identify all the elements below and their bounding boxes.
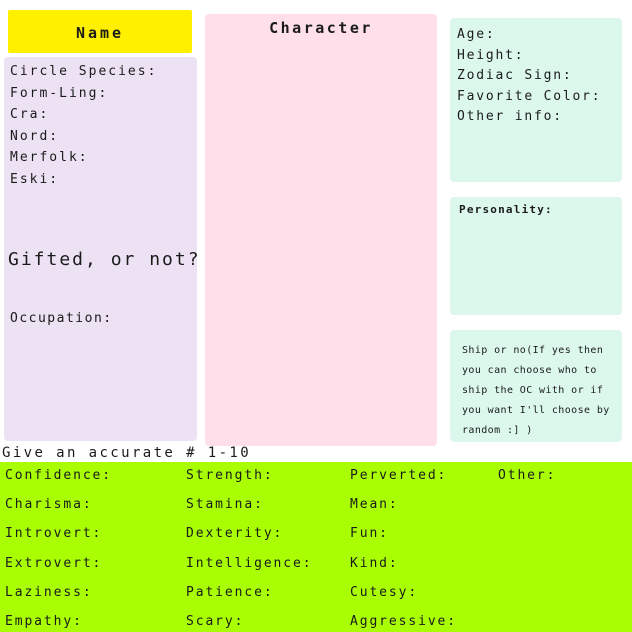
species-list (10, 61, 157, 190)
stat-label-patience: Patience: (186, 585, 274, 600)
species-item-eski: Eski: (10, 171, 60, 187)
stat-label-cutesy: Cutesy: (350, 585, 419, 600)
species-item-circle-species: Circle Species: (10, 64, 158, 79)
stat-label-aggressive: Aggressive: (350, 614, 457, 629)
ship-text-line: you can choose who to (462, 365, 597, 376)
ship-text-line: ship the OC with or if (462, 385, 604, 396)
stat-label-extrovert: Extrovert: (5, 556, 103, 571)
stat-label-charisma: Charisma: (5, 497, 93, 512)
personality-label: Personality: (459, 203, 553, 216)
ship-text-line: Ship or no(If yes then (462, 345, 604, 356)
stat-label-mean: Mean: (350, 497, 399, 512)
occupation-label: Occupation: (10, 311, 113, 326)
species-item-merfolk: Merfolk: (10, 150, 89, 165)
stats-instruction: Give an accurate # 1-10 (2, 445, 252, 461)
info-item-height: Height: (457, 47, 525, 63)
info-item-age: Age: (457, 27, 496, 42)
stat-label-dexterity: Dexterity: (186, 526, 284, 541)
stat-label-intelligence: Intelligence: (186, 556, 313, 571)
info-item-other-info: Other info: (457, 109, 563, 124)
stat-label-perverted: Perverted: (350, 468, 448, 483)
stat-label-introvert: Introvert: (5, 526, 103, 541)
stat-label-fun: Fun: (350, 526, 389, 541)
character-box (205, 14, 437, 446)
info-box (450, 18, 622, 182)
name-label: Name (75, 24, 125, 42)
stat-label-scary: Scary: (186, 614, 245, 629)
info-item-zodiac-sign: Zodiac Sign: (457, 68, 573, 83)
species-box (4, 57, 201, 441)
species-item-form-ling: Form-Ling: (10, 85, 109, 101)
stat-label-empathy: Empathy: (5, 614, 83, 629)
stat-label-laziness: Laziness: (5, 585, 93, 600)
stat-label-other: Other: (498, 468, 557, 483)
ship-text-line: random :] ) (462, 425, 533, 436)
stat-label-strength: Strength: (186, 468, 274, 483)
gifted-prompt: Gifted, or not? (8, 249, 201, 270)
name-box (8, 10, 192, 53)
stats-box (0, 462, 632, 632)
info-list (457, 25, 601, 128)
personality-box (450, 197, 622, 315)
ship-text-line: you want I'll choose by (462, 405, 610, 416)
species-item-nord: Nord: (10, 128, 60, 144)
stat-label-confidence: Confidence: (5, 468, 112, 483)
character-title: Character (269, 19, 373, 37)
ship-box (450, 330, 622, 442)
info-item-favorite-color: Favorite Color: (457, 88, 602, 104)
stat-label-kind: Kind: (350, 556, 399, 571)
species-item-cra: Cra: (10, 107, 50, 122)
stat-label-stamina: Stamina: (186, 497, 264, 512)
